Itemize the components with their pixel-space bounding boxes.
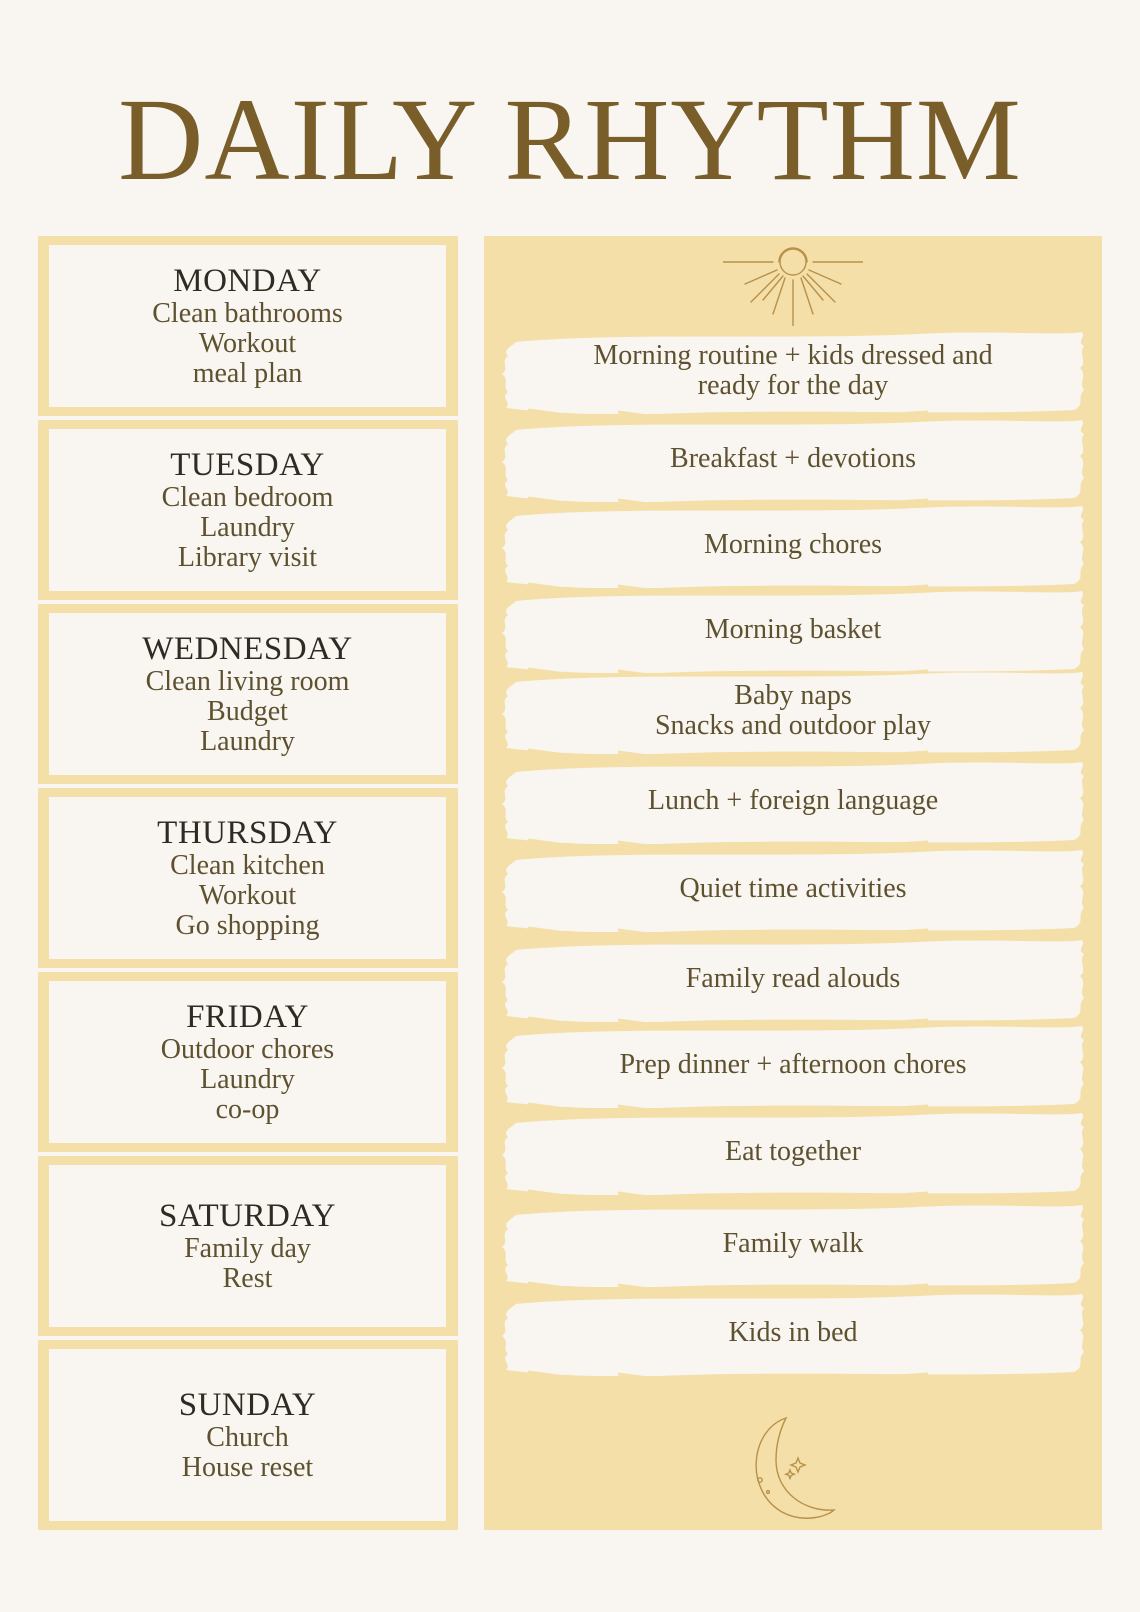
day-task: Budget [207, 696, 288, 727]
routine-item [498, 1022, 1088, 1108]
day-name: WEDNESDAY [142, 631, 353, 667]
day-task: Laundry [200, 726, 295, 757]
day-task: Family day [184, 1233, 311, 1264]
day-name: FRIDAY [186, 999, 309, 1035]
day-task: Clean bedroom [161, 482, 334, 513]
routine-item-line: Prep dinner + afternoon chores [619, 1049, 967, 1080]
routine-item [498, 1201, 1088, 1287]
day-card-tuesday [38, 420, 458, 600]
day-card-friday [38, 972, 458, 1152]
day-name: TUESDAY [170, 447, 325, 483]
day-task: Rest [222, 1263, 273, 1294]
day-task: Clean living room [145, 666, 350, 697]
routine-item-text [538, 1022, 1048, 1108]
routine-item-line: Breakfast + devotions [670, 443, 916, 474]
routine-item-text [538, 1201, 1048, 1287]
sun-icon [723, 240, 863, 326]
day-card-wednesday [38, 604, 458, 784]
routine-item-line: ready for the day [697, 370, 889, 401]
day-task: Go shopping [175, 910, 320, 941]
routine-item-line: Baby naps [734, 680, 852, 711]
routine-item-line: Family read alouds [685, 963, 901, 994]
day-card-monday [38, 236, 458, 416]
routine-item-text [538, 1290, 1048, 1376]
routine-item-text [538, 758, 1048, 844]
routine-item [498, 668, 1088, 754]
routine-item [498, 328, 1088, 414]
day-task: Clean kitchen [170, 850, 325, 881]
routine-item-line: Snacks and outdoor play [654, 710, 932, 741]
routine-item [498, 587, 1088, 673]
routine-item-text [538, 328, 1048, 414]
routine-item [498, 1290, 1088, 1376]
routine-item [498, 416, 1088, 502]
page-title: DAILY RHYTHM [118, 74, 1022, 205]
day-task: House reset [181, 1452, 314, 1483]
day-task: meal plan [192, 358, 303, 389]
day-name: THURSDAY [157, 815, 338, 851]
crescent-moon-icon [746, 1416, 846, 1520]
day-name: MONDAY [173, 263, 322, 299]
routine-item-text [538, 846, 1048, 932]
routine-item-line: Eat together [724, 1136, 862, 1167]
day-card-saturday [38, 1156, 458, 1336]
day-task: Library visit [177, 542, 318, 573]
routine-item-text [538, 936, 1048, 1022]
routine-item-text [538, 1109, 1048, 1195]
day-task: Clean bathrooms [152, 298, 343, 329]
routine-item-line: Morning chores [703, 529, 883, 560]
day-name: SATURDAY [159, 1198, 336, 1234]
day-card-thursday [38, 788, 458, 968]
day-name: SUNDAY [178, 1387, 317, 1423]
day-task: Laundry [200, 512, 295, 543]
routine-item [498, 502, 1088, 588]
routine-item-text [538, 416, 1048, 502]
routine-item-line: Kids in bed [728, 1317, 858, 1348]
routine-item-line: Quiet time activities [679, 873, 907, 904]
day-task: Church [206, 1422, 289, 1453]
routine-item-line: Lunch + foreign language [647, 785, 939, 816]
routine-item-text [538, 668, 1048, 754]
day-task: Laundry [200, 1064, 295, 1095]
routine-item-line: Morning basket [704, 614, 882, 645]
routine-item [498, 936, 1088, 1022]
routine-item [498, 846, 1088, 932]
routine-item-line: Morning routine + kids dressed and [593, 340, 993, 371]
routine-item [498, 1109, 1088, 1195]
routine-item [498, 758, 1088, 844]
routine-item-text [538, 502, 1048, 588]
routine-item-line: Family walk [722, 1228, 864, 1259]
day-card-sunday [38, 1340, 458, 1530]
day-task: co-op [215, 1094, 280, 1125]
routine-item-text [538, 587, 1048, 673]
day-task: Workout [198, 328, 297, 359]
day-task: Outdoor chores [160, 1034, 335, 1065]
day-task: Workout [198, 880, 297, 911]
daily-rhythm-panel [484, 236, 1102, 1530]
